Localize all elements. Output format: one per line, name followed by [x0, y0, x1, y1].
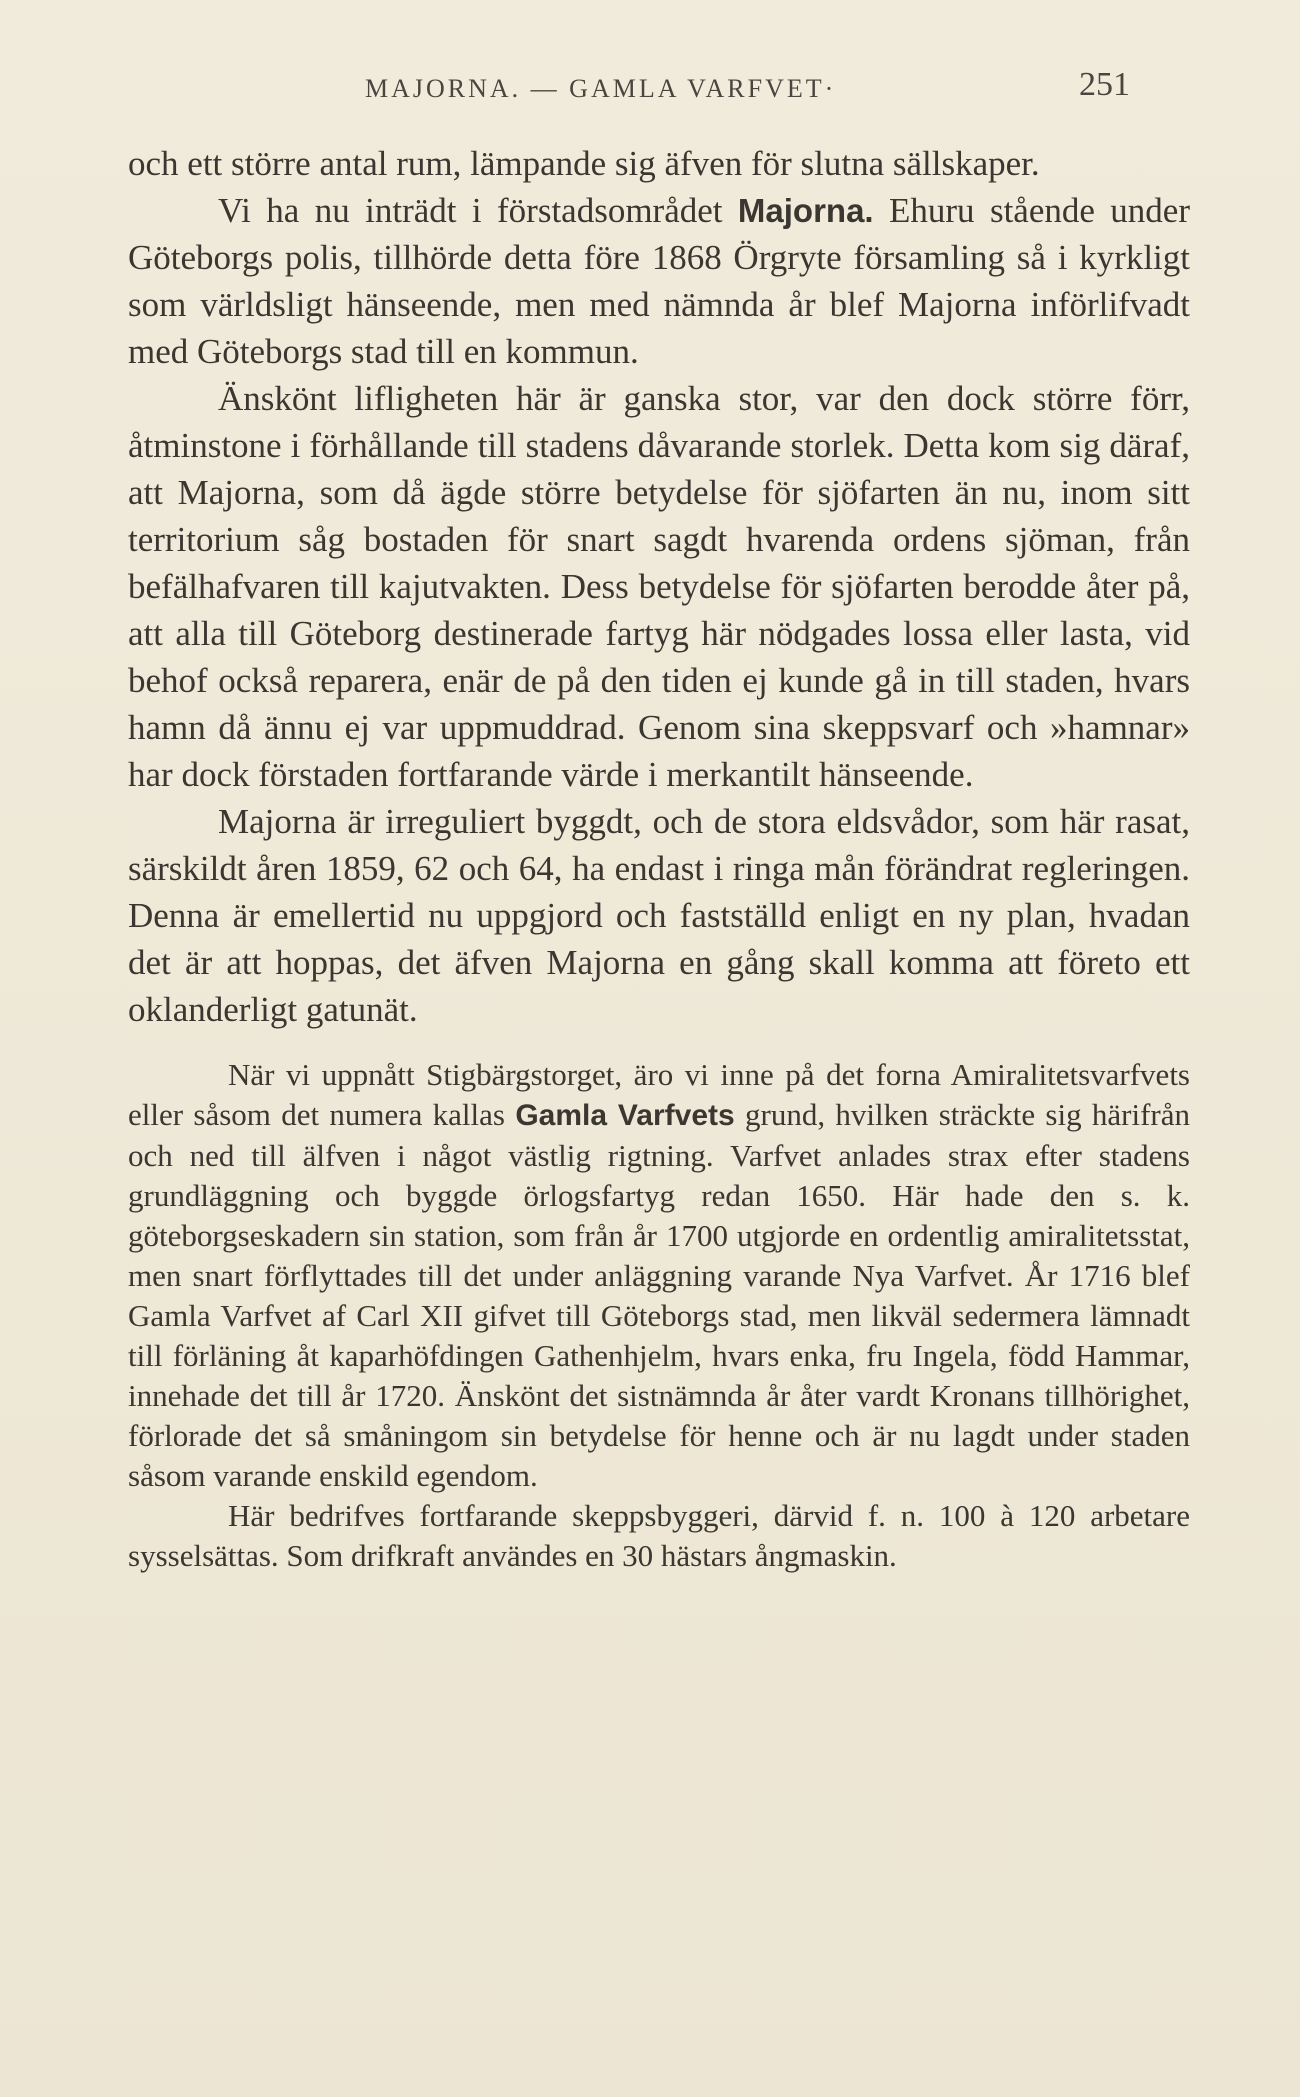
paragraph-2-text-start: Vi ha nu inträdt i förstadsområdet — [218, 191, 738, 230]
paragraph-1-text: och ett större antal rum, lämpande sig äfven för slutna sällskaper. — [128, 144, 1040, 183]
paragraph-4 — [128, 798, 1190, 1033]
paragraph-1 — [128, 140, 1190, 187]
page-number: 251 — [1079, 66, 1130, 103]
small-paragraph-2 — [128, 1496, 1190, 1576]
small-paragraph-1-text-start: När vi uppnått Stigbärgstorget, äro vi inne på det forna Amiralitetsvarfvets eller såsom det numera kallas — [128, 1057, 1190, 1132]
page-header — [365, 66, 1130, 106]
small-paragraph-1-text-end: grund, hvilken sträckte sig härifrån och ned till älfven i något västlig rigtning. Varfvet anlades strax efter stadens grundläggning och byggde örlogsfartyg redan 1650. Här hade den s. k. göteborgseskadern sin station, som från år 1700 utgjorde en ordentlig amiralitetsstat, men snart förflyttades till det under anläggning varande Nya Varfvet. År 1716 blef Gamla Varfvet af Carl XII gifvet till Göteborgs stad, men likväl sedermera lämnadt till förläning åt kaparhöfdingen Gathenhjelm, hvars enka, fru Ingela, född Hammar, innehade det till år 1720. Änskönt det sistnämnda år åter vardt Kronans tillhörighet, förlorade det så småningom sin betydelse för henne och är nu lagdt under staden såsom varande enskild egendom. — [128, 1097, 1191, 1493]
paragraph-2-text-end: Ehuru stående under Göteborgs polis, tillhörde detta före 1868 Örgryte församling så i kyrkligt som världsligt hänseende, men med nämnda år blef Majorna införlifvadt med Göteborgs stad till en kommun. — [128, 191, 1190, 371]
paragraph-4-text: Majorna är irreguliert byggdt, och de stora eldsvådor, som här rasat, särskildt åren 1859, 62 och 64, ha endast i ringa mån förändrat regleringen. Denna är emellertid nu uppgjord och fastställd enligt en ny plan, hvadan det är att hoppas, det äfven Majorna en gång skall komma att företo ett oklanderligt gatunät. — [128, 802, 1190, 1029]
small-paragraph-2-text: Här bedrifves fortfarande skeppsbyggeri, därvid f. n. 100 à 120 arbetare sysselsättas. Som drifkraft användes en 30 hästars ångmaskin. — [128, 1498, 1190, 1573]
paragraph-3-text: Änskönt lifligheten här är ganska stor, var den dock större förr, åtminstone i förhållande till stadens dåvarande storlek. Detta kom sig däraf, att Majorna, som då ägde större betydelse för sjöfarten än nu, inom sitt territorium såg bostaden för snart sagdt hvarenda ordens sjöman, från befälhafvaren till kajutvakten. Dess betydelse för sjöfarten berodde åter på, att alla till Göteborg destinerade fartyg här nödgades lossa eller lasta, vid behof också reparera, enär de på den tiden ej kunde gå in till staden, hvars hamn då ännu ej var uppmuddrad. Genom sina skeppsvarf och »hamnar» har dock förstaden fortfarande värde i merkantilt hänseende. — [128, 379, 1190, 794]
place-name-gamla-varfvets: Gamla Varfvets — [515, 1099, 735, 1132]
place-name-majorna: Majorna. — [737, 192, 874, 229]
running-head: MAJORNA. — GAMLA VARFVET· — [365, 74, 837, 103]
body-text — [128, 140, 1190, 1576]
paragraph-2 — [128, 187, 1190, 375]
small-print-section — [128, 1055, 1190, 1576]
paragraph-3 — [128, 375, 1190, 798]
small-paragraph-1 — [128, 1055, 1190, 1496]
